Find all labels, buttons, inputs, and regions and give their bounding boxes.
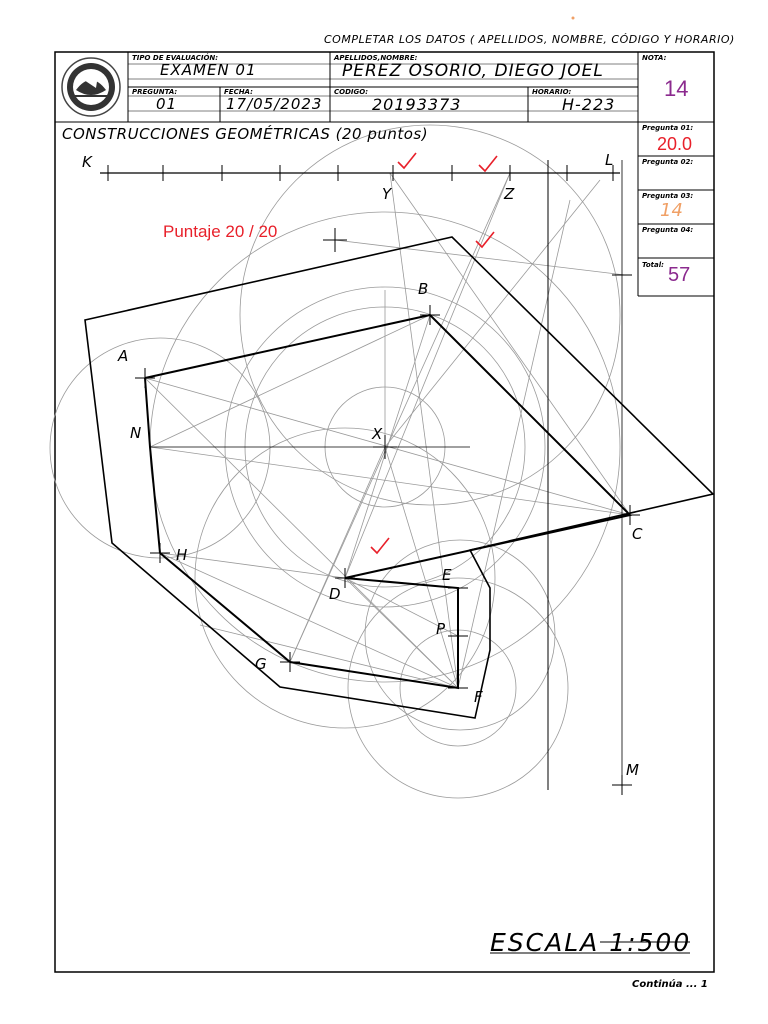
horario-label: HORARIO: (532, 88, 572, 96)
p1-label: Pregunta 01: (642, 124, 694, 132)
check-icon (398, 153, 416, 168)
total-label: Total: (642, 261, 664, 269)
horario-value: H-223 (562, 95, 616, 114)
point-label-c: C (632, 525, 643, 543)
point-label-g: G (255, 655, 267, 673)
grade-note: Puntaje 20 / 20 (163, 222, 278, 241)
point-label-a: A (118, 347, 129, 365)
point-label-y: Y (382, 185, 392, 203)
point-label-z: Z (504, 185, 515, 203)
tipo-label: TIPO DE EVALUACIÓN: (132, 54, 219, 62)
point-label-n: N (130, 424, 142, 442)
pregunta-value: 01 (156, 95, 178, 113)
check-icon (371, 538, 389, 553)
point-label-b: B (418, 280, 429, 298)
point-label-p: P (436, 620, 446, 638)
nombre-label: APELLIDOS,NOMBRE: (334, 54, 418, 62)
fecha-label: FECHA: (224, 88, 253, 96)
scale-label: ESCALA 1:500 (490, 928, 692, 957)
p3-value: 14 (660, 200, 683, 221)
point-label-f: F (474, 688, 483, 706)
total-value: 57 (668, 264, 691, 286)
codigo-value: 20193373 (372, 95, 462, 114)
nombre-value: PEREZ OSORIO, DIEGO JOEL (342, 61, 604, 81)
fecha-value: 17/05/2023 (226, 95, 323, 113)
point-label-e: E (442, 566, 452, 584)
check-icon (479, 156, 497, 171)
p4-label: Pregunta 04: (642, 226, 694, 234)
p3-label: Pregunta 03: (642, 192, 694, 200)
codigo-label: CODIGO: (334, 88, 368, 96)
university-logo (62, 58, 120, 116)
footer-continua: Continúa ... 1 (632, 979, 708, 990)
instructions-text: COMPLETAR LOS DATOS ( APELLIDOS, NOMBRE, CÓDIGO Y HORARIO) (324, 33, 735, 46)
tipo-value: EXAMEN 01 (160, 61, 257, 79)
grade-checkmarks (371, 153, 497, 553)
nota-value: 14 (664, 76, 689, 101)
point-label-m: M (626, 761, 639, 779)
point-label-x: X (372, 425, 383, 443)
section-title: CONSTRUCCIONES GEOMÉTRICAS (20 puntos) (62, 125, 429, 143)
nota-label: NOTA: (642, 54, 667, 62)
point-label-l: L (605, 151, 614, 169)
p1-value: 20.0 (657, 134, 693, 154)
point-label-d: D (329, 585, 341, 603)
point-label-h: H (176, 546, 188, 564)
main-geometry (85, 165, 713, 795)
pregunta-label: PREGUNTA: (132, 88, 178, 96)
p2-label: Pregunta 02: (642, 158, 694, 166)
point-label-k: K (82, 153, 92, 171)
